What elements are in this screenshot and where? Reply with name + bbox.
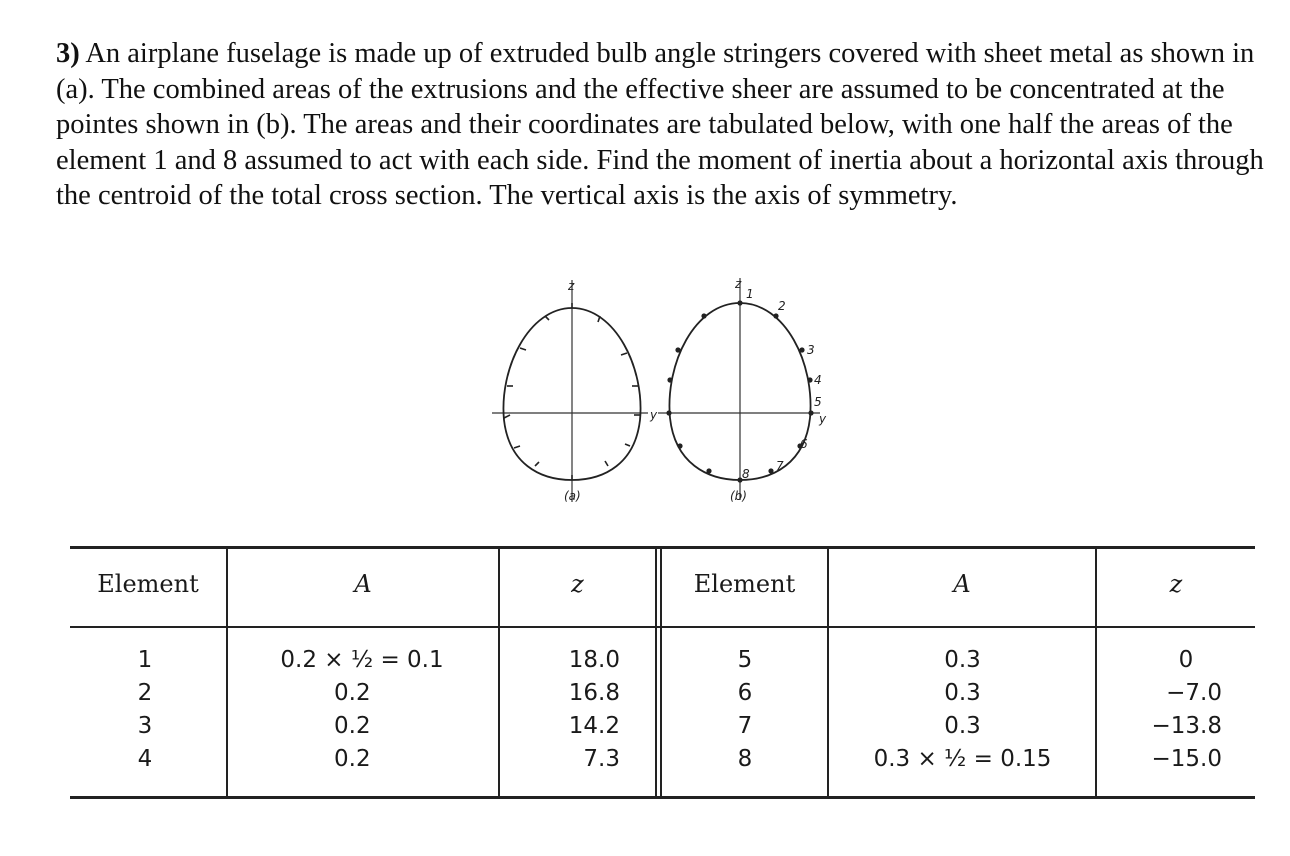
table-cell: 0.3 — [944, 680, 981, 706]
header-element: Element — [97, 570, 199, 598]
figure-b-caption: (b) — [730, 489, 747, 503]
problem-statement — [56, 36, 1266, 214]
table-cell: −13.8 — [1151, 713, 1222, 739]
table-cell: 7 — [737, 713, 753, 739]
table-cell: 4 — [137, 746, 153, 772]
fuselage-figure — [480, 268, 860, 508]
column-element-right — [720, 644, 770, 776]
table-top-rule — [70, 546, 1255, 549]
table-cell: −15.0 — [1151, 746, 1222, 772]
table-cell: 6 — [737, 680, 753, 706]
figure-b-point-label-8: 8 — [742, 467, 750, 481]
table-cell: 16.8 — [568, 680, 620, 706]
figure-a-y-label: y — [650, 408, 658, 422]
table-cell: 7.3 — [583, 746, 620, 772]
table-cell: 14.2 — [568, 713, 620, 739]
figure-a — [492, 279, 658, 503]
table-cell: 0.3 × ½ = 0.15 — [873, 746, 1052, 772]
table-cell: 1 — [137, 647, 153, 673]
column-z-left — [540, 644, 620, 776]
table-cell: 8 — [737, 746, 753, 772]
table-cell: 0.2 — [334, 680, 371, 706]
figure-b — [658, 277, 827, 503]
fuselage-diagram — [480, 268, 860, 508]
header-a: A — [354, 570, 372, 598]
header-a: A — [953, 570, 971, 598]
table-cell: 0.2 × ½ = 0.1 — [280, 647, 444, 673]
table-cell: 0.3 — [944, 647, 981, 673]
figure-a-z-label: z — [568, 279, 575, 293]
figure-b-point-label-6: 6 — [800, 437, 808, 451]
figure-b-y-label: y — [819, 412, 827, 426]
column-area-left — [242, 644, 482, 776]
table-cell: 3 — [137, 713, 153, 739]
header-z: z — [1169, 570, 1183, 598]
table-cell: 18.0 — [568, 647, 620, 673]
table-header-rule — [70, 626, 1255, 628]
table-cell: 2 — [137, 680, 153, 706]
figure-b-point-label-2: 2 — [778, 299, 786, 313]
table-cell: −7.0 — [1166, 680, 1222, 706]
table-cell: 0.2 — [334, 746, 371, 772]
table-cell: 0 — [1178, 647, 1194, 673]
table-bottom-rule — [70, 796, 1255, 799]
figure-b-point-label-1: 1 — [746, 287, 754, 301]
table-vrule — [655, 548, 657, 796]
header-element: Element — [693, 570, 796, 598]
header-z: z — [571, 570, 584, 598]
figure-b-point-label-4: 4 — [814, 373, 822, 387]
figure-b-point-label-7: 7 — [776, 459, 784, 473]
figure-a-caption: (a) — [564, 489, 581, 503]
data-table — [70, 546, 1255, 802]
table-cell: 0.3 — [944, 713, 981, 739]
figure-b-z-label: z — [735, 277, 742, 291]
problem-number: 3) — [56, 38, 80, 69]
column-element-left — [120, 644, 170, 776]
table-cell: 0.2 — [334, 713, 371, 739]
figure-b-point-label-5: 5 — [814, 395, 822, 409]
column-area-right — [840, 644, 1085, 776]
table-cell: 5 — [737, 647, 753, 673]
column-z-right — [1130, 644, 1222, 776]
figure-b-point-label-3: 3 — [807, 343, 815, 357]
problem-text: An airplane fuselage is made up of extruded bulb angle stringers covered with sheet metal as shown in (a). The combined areas of the extrusions and the effective sheer are assumed to be concentrated at the pointes shown in (b). The areas and their coordinates are tabulated below, with one half the areas of the element 1 and 8 assumed to act with each side. Find the moment of inertia about a horizontal axis through the centroid of the total cross section. The vertical axis is the axis of symmetry. — [56, 38, 1264, 211]
